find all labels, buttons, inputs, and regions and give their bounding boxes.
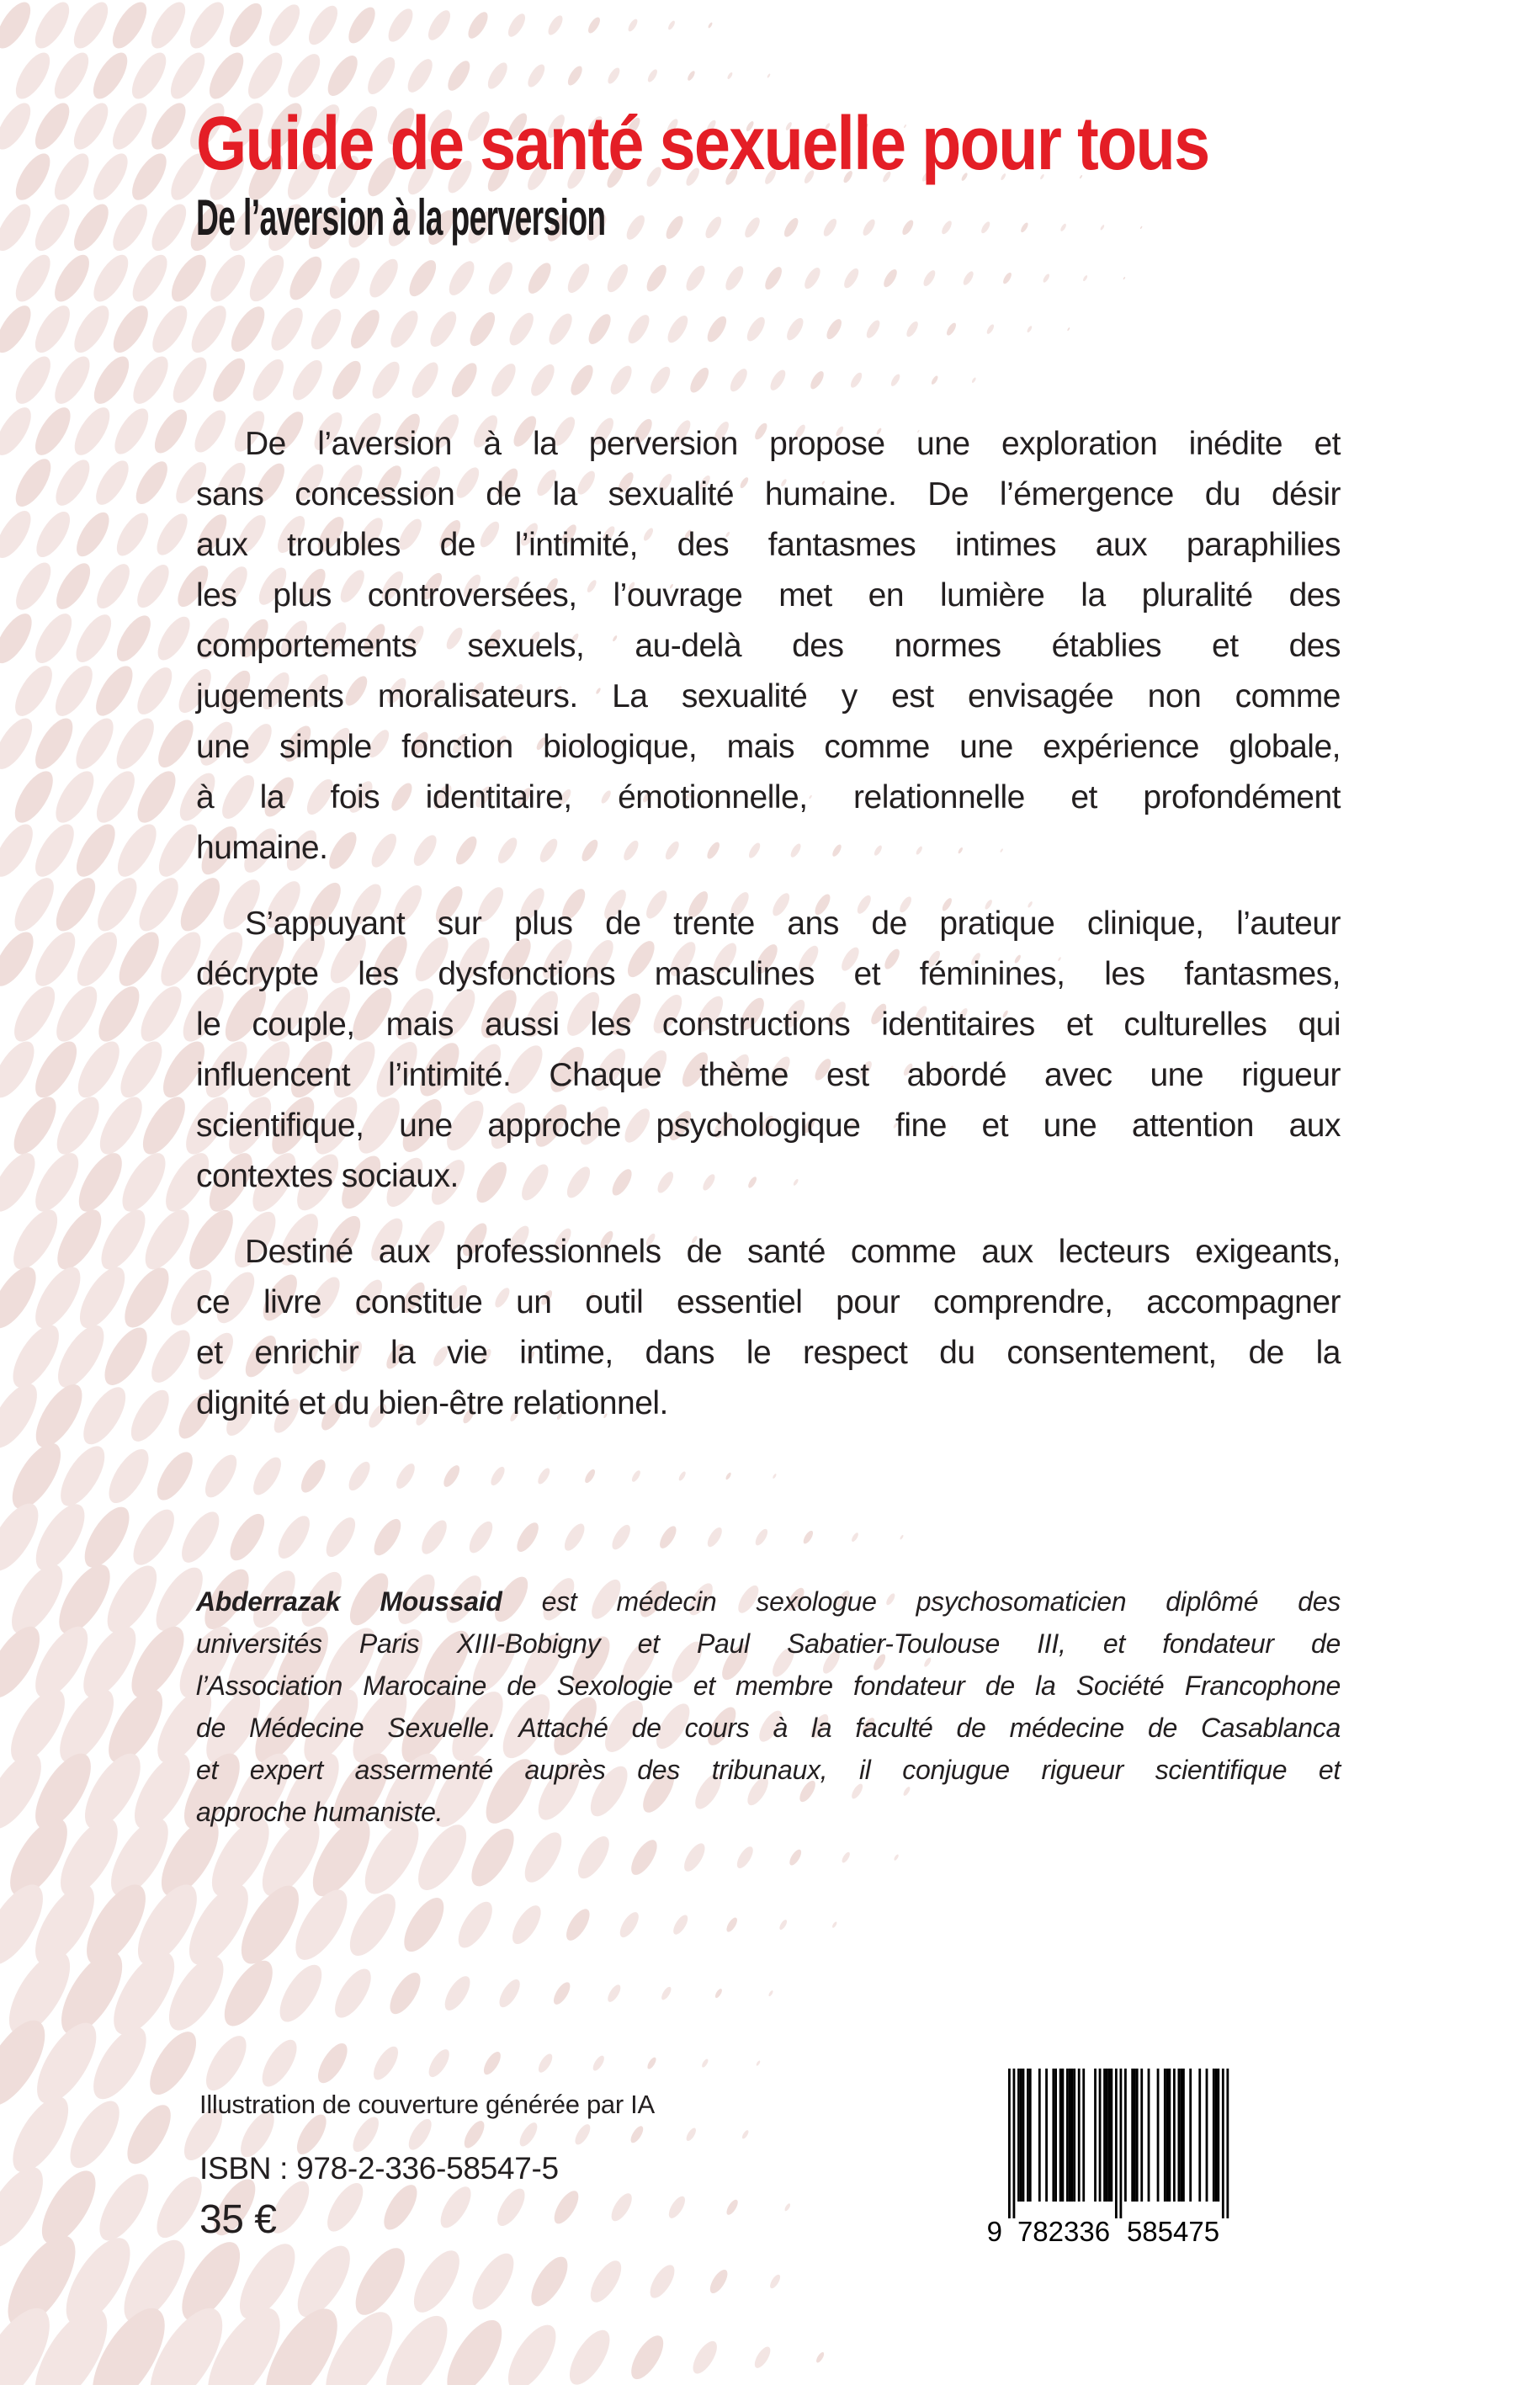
text-line: l’Association Marocaine de Sexologie et membre fondateur de la Société Francophone bbox=[196, 1671, 1341, 1701]
text-line: les plus controversées, l’ouvrage met en lumière la pluralité des bbox=[196, 577, 1341, 614]
text-line: aux troubles de l’intimité, des fantasmes intimes aux paraphilies bbox=[196, 527, 1341, 563]
author-bio bbox=[196, 1580, 1341, 1833]
text-line: le couple, mais aussi les constructions identitaires et culturelles qui bbox=[196, 1007, 1341, 1043]
isbn: ISBN : 978-2-336-58547-5 bbox=[199, 2151, 559, 2186]
synopsis bbox=[196, 419, 1341, 1454]
text-line: ce livre constitue un outil essentiel pour comprendre, accompagner bbox=[196, 1284, 1341, 1320]
text-line: sans concession de la sexualité humaine. De l’émergence du désir bbox=[196, 476, 1341, 513]
text-line: contextes sociaux. bbox=[196, 1158, 459, 1194]
paragraph bbox=[196, 419, 1341, 874]
paragraph bbox=[196, 1227, 1341, 1429]
text-line: Abderrazak Moussaid est médecin sexologue psychosomaticien diplômé des bbox=[196, 1586, 1341, 1617]
text-line: approche humaniste. bbox=[196, 1797, 443, 1827]
text-line: dignité et du bien-être relationnel. bbox=[196, 1385, 668, 1421]
book-title: Guide de santé sexuelle pour tous bbox=[196, 102, 1209, 186]
ean13-barcode bbox=[970, 2069, 1240, 2250]
barcode-digits-left: 782336 bbox=[1017, 2216, 1111, 2247]
text-line: de Médecine Sexuelle. Attaché de cours à la faculté de médecine de Casablanca bbox=[196, 1713, 1341, 1743]
text-line: une simple fonction biologique, mais comme une expérience globale, bbox=[196, 729, 1341, 765]
text-line: jugements moralisateurs. La sexualité y est envisagée non comme bbox=[196, 678, 1341, 714]
text-line: influencent l’intimité. Chaque thème est abordé avec une rigueur bbox=[196, 1057, 1341, 1093]
author-name: Abderrazak Moussaid bbox=[196, 1586, 502, 1617]
text-line: à la fois identitaire, émotionnelle, relationnelle et profondément bbox=[196, 779, 1341, 815]
paragraph bbox=[196, 899, 1341, 1202]
text-line: De l’aversion à la perversion propose une exploration inédite et bbox=[245, 426, 1341, 462]
barcode-digit-lead: 9 bbox=[986, 2216, 1002, 2247]
book-subtitle: De l’aversion à la perversion bbox=[196, 189, 606, 246]
text-line: humaine. bbox=[196, 830, 328, 866]
text-line: décrypte les dysfonctions masculines et féminines, les fantasmes, bbox=[196, 956, 1341, 992]
text-line: scientifique, une approche psychologique fine et une attention aux bbox=[196, 1108, 1341, 1144]
text-line: universités Paris XIII-Bobigny et Paul Sabatier-Toulouse III, et fondateur de bbox=[196, 1628, 1341, 1659]
text-line: comportements sexuels, au-delà des normes établies et des bbox=[196, 628, 1341, 664]
text-line: et expert assermenté auprès des tribunaux, il conjugue rigueur scientifique et bbox=[196, 1755, 1341, 1785]
price: 35 € bbox=[199, 2197, 277, 2242]
illustration-credit: Illustration de couverture générée par IA bbox=[199, 2090, 655, 2119]
text-line: et enrichir la vie intime, dans le respect du consentement, de la bbox=[196, 1335, 1341, 1371]
barcode-digits-right: 585475 bbox=[1126, 2216, 1220, 2247]
barcode-graphic bbox=[970, 2069, 1233, 2247]
text-line: Destiné aux professionnels de santé comme aux lecteurs exigeants, bbox=[245, 1234, 1341, 1270]
text-line: S’appuyant sur plus de trente ans de pratique clinique, l’auteur bbox=[245, 906, 1341, 942]
